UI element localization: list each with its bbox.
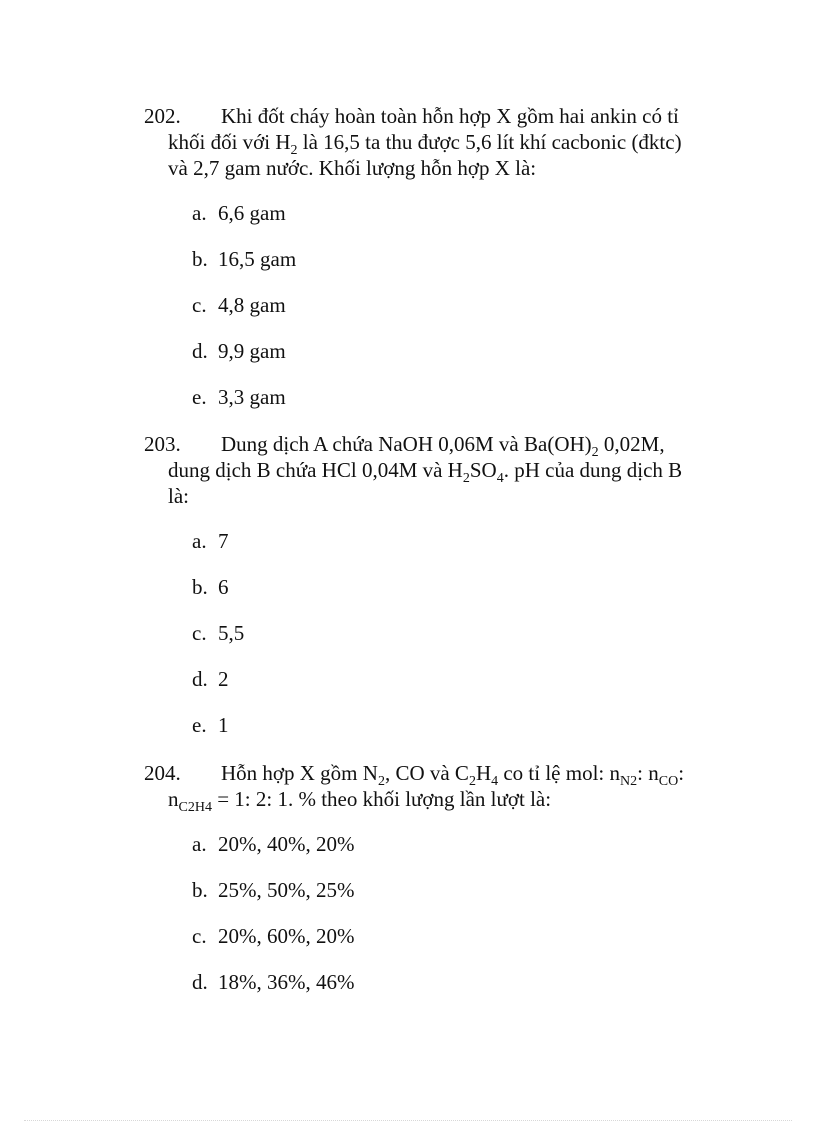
stem-subscript: 2: [290, 143, 298, 159]
option-text: 6: [218, 575, 229, 599]
option-text: 1: [218, 713, 229, 737]
stem-subscript: CO: [658, 774, 679, 790]
option-text: 5,5: [218, 621, 245, 645]
page-bottom-divider: [24, 1120, 792, 1121]
option-text: 7: [218, 529, 229, 553]
stem-text: Khi đốt cháy hoàn toàn hỗn hợp X gồm hai ankin có tỉ khối đối với H: [168, 104, 679, 154]
option-letter: c.: [192, 293, 207, 317]
option-c[interactable]: [192, 620, 672, 666]
options-list: [192, 200, 672, 430]
option-c[interactable]: [192, 292, 672, 338]
option-letter: a.: [192, 529, 207, 553]
stem-text: = 1: 2: 1. % theo khối lượng lần lượt là:: [211, 787, 552, 811]
options-list: [192, 831, 672, 1015]
option-letter: d.: [192, 970, 208, 994]
stem-text: co tỉ lệ mol: n: [498, 761, 621, 785]
options-list: [192, 528, 672, 758]
option-letter: b.: [192, 247, 208, 271]
question-202: [144, 103, 704, 409]
stem-text: : n: [168, 761, 685, 811]
option-text: 20%, 40%, 20%: [218, 832, 355, 856]
option-letter: a.: [192, 201, 207, 225]
stem-text: : n: [637, 761, 659, 785]
stem-subscript: 2: [591, 445, 599, 461]
option-b[interactable]: [192, 246, 672, 292]
option-text: 9,9 gam: [218, 339, 286, 363]
stem-subscript: 2: [462, 471, 470, 487]
question-number: 202.: [144, 104, 181, 128]
option-letter: b.: [192, 575, 208, 599]
option-d[interactable]: [192, 666, 672, 712]
question-number: 203.: [144, 432, 181, 456]
option-letter: c.: [192, 621, 207, 645]
stem-subscript: 4: [496, 471, 504, 487]
option-text: 25%, 50%, 25%: [218, 878, 355, 902]
stem-subscript: 2: [377, 774, 385, 790]
question-stem: [144, 103, 704, 181]
option-a[interactable]: [192, 200, 672, 246]
stem-text: 0,02M, dung dịch B chứa HCl 0,04M và H: [168, 432, 665, 482]
option-b[interactable]: [192, 877, 672, 923]
option-d[interactable]: [192, 969, 672, 1015]
option-b[interactable]: [192, 574, 672, 620]
option-text: 2: [218, 667, 229, 691]
stem-text: . pH của dung dịch B là:: [168, 458, 683, 508]
option-letter: d.: [192, 339, 208, 363]
question-204: [144, 760, 704, 994]
option-text: 18%, 36%, 46%: [218, 970, 355, 994]
stem-text: Hỗn hợp X gồm N: [221, 761, 378, 785]
option-d[interactable]: [192, 338, 672, 384]
stem-text: SO: [469, 458, 497, 482]
stem-text: , CO và C: [384, 761, 469, 785]
option-text: 20%, 60%, 20%: [218, 924, 355, 948]
option-text: 16,5 gam: [218, 247, 297, 271]
option-text: 6,6 gam: [218, 201, 286, 225]
question-203: [144, 431, 704, 737]
option-text: 4,8 gam: [218, 293, 286, 317]
stem-text: là 16,5 ta thu được 5,6 lít khí cacbonic (đktc) và 2,7 gam nước. Khối lượng hỗn hợp X là:: [168, 130, 682, 180]
question-number: 204.: [144, 761, 181, 785]
stem-subscript: 4: [491, 774, 499, 790]
option-e[interactable]: [192, 384, 672, 430]
stem-subscript: C2H4: [178, 800, 212, 816]
stem-text: H: [475, 761, 492, 785]
question-stem: [144, 431, 704, 509]
option-e[interactable]: [192, 712, 672, 758]
option-letter: e.: [192, 713, 207, 737]
option-letter: d.: [192, 667, 208, 691]
option-a[interactable]: [192, 831, 672, 877]
option-letter: b.: [192, 878, 208, 902]
option-a[interactable]: [192, 528, 672, 574]
option-letter: e.: [192, 385, 207, 409]
option-text: 3,3 gam: [218, 385, 286, 409]
option-letter: c.: [192, 924, 207, 948]
stem-subscript: 2: [468, 774, 476, 790]
option-letter: a.: [192, 832, 207, 856]
option-c[interactable]: [192, 923, 672, 969]
stem-text: Dung dịch A chứa NaOH 0,06M và Ba(OH): [221, 432, 592, 456]
stem-subscript: N2: [620, 774, 638, 790]
question-stem: [144, 760, 704, 816]
